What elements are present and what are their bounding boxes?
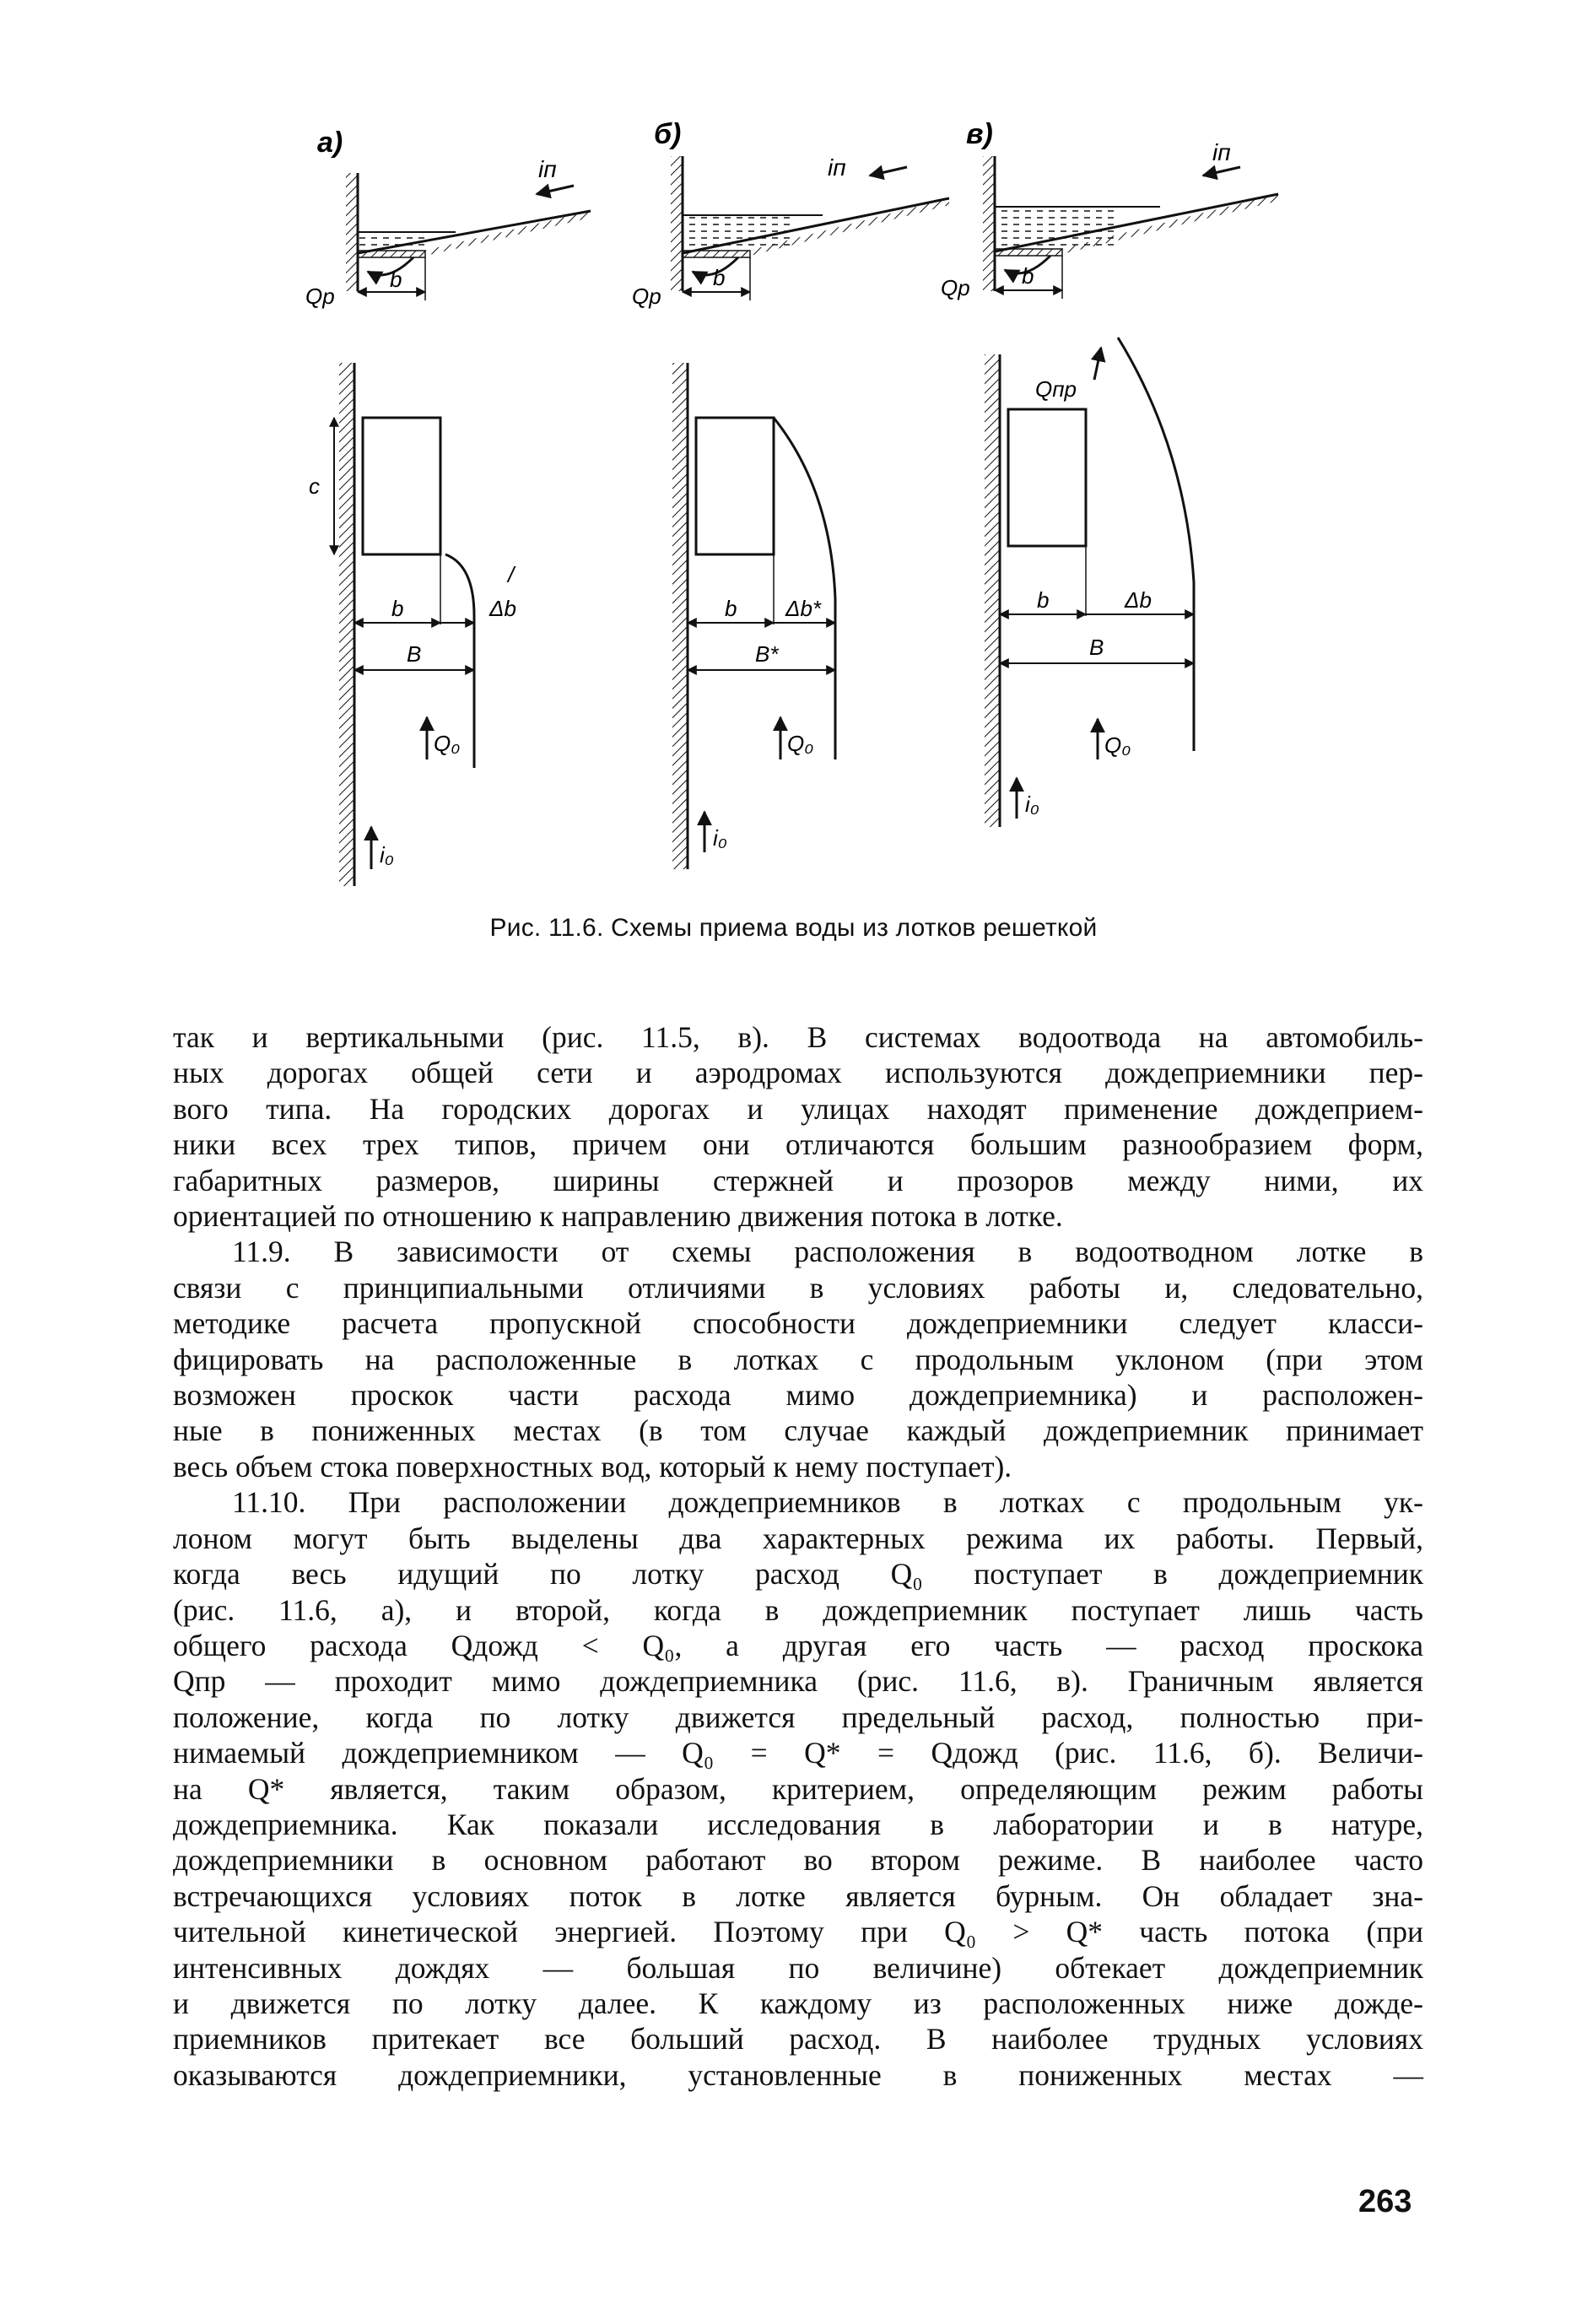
text-line: и движется по лотку далее. К каждому из расположенных ниже дожде-	[173, 1986, 1423, 2020]
panel-b-letter: б)	[654, 118, 682, 150]
page-number: 263	[1358, 2184, 1412, 2219]
panel-b-delta-label: Δb*	[785, 596, 822, 621]
text-line: на Q* является, таким образом, критерием, определяющим режим работы	[173, 1771, 1423, 1806]
text-line: дождеприемника. Как показали исследования в лаборатории и в натуре,	[173, 1807, 1423, 1841]
panel-a-flow-plan-label: Q₀	[434, 731, 461, 756]
text-line: приемников притекает все больший расход. В наиболее трудных условиях	[173, 2022, 1423, 2056]
panel-a-flow-label: Qр	[305, 284, 335, 309]
text-line: 11.9. В зависимости от схемы расположения в водоотводном лотке в	[232, 1235, 1423, 1269]
panel-b-total-label: B*	[755, 641, 779, 667]
panel-b-flow-plan-label: Q₀	[787, 731, 814, 756]
text-line: общего расхода Qдожд < Q₀, а другая его часть — расход проскока	[173, 1628, 1423, 1662]
text-line: связи с принципиальными отличиями в условиях работы и, следовательно,	[173, 1270, 1423, 1305]
panel-a-slope-plan-label: i₀	[380, 842, 394, 867]
text-line: Qпр — проходит мимо дождеприемника (рис. 11.6, в). Граничным является	[173, 1664, 1423, 1699]
panel-a-total-label: B	[407, 641, 422, 667]
figure-11-6	[287, 93, 1299, 937]
figure-caption: Рис. 11.6. Схемы приема воды из лотков решеткой	[489, 914, 1098, 942]
text-line: оказываются дождеприемники, установленные в пониженных местах —	[173, 2057, 1423, 2092]
panel-c	[941, 118, 1278, 827]
panel-c-letter: в)	[966, 118, 993, 150]
text-line: нимаемый дождеприемником — Q₀ = Q* = Qдожд (рис. 11.6, б). Величи-	[173, 1736, 1423, 1770]
body-text	[173, 1019, 1423, 2093]
panel-b-slope-label: iп	[828, 154, 846, 181]
text-line: чительной кинетической энергией. Поэтому при Q₀ > Q* часть потока (при	[173, 1915, 1423, 1949]
panel-c-slope-plan-label: i₀	[1025, 792, 1039, 817]
text-line: ники всех трех типов, причем они отличаются большим разнообразием форм,	[173, 1127, 1423, 1162]
panel-c-plan-width-label: b	[1037, 587, 1050, 613]
text-line: положение, когда по лотку движется предельный расход, полностью при-	[173, 1700, 1423, 1734]
figure-schemes	[287, 93, 1299, 903]
text-line: методике расчета пропускной способности дождеприемники следует класси-	[173, 1306, 1423, 1341]
panel-b-width-label: b	[713, 265, 726, 290]
panel-a-delta-label: Δb	[489, 596, 516, 621]
text-line: встречающихся условиях поток в лотке является бурным. Он обладает зна-	[173, 1878, 1423, 1913]
text-line: весь объем стока поверхностных вод, который к нему поступает).	[173, 1449, 1012, 1484]
text-line: (рис. 11.6, а), и второй, когда в дождеприемник поступает лишь часть	[173, 1592, 1423, 1627]
panel-a-plan-width-label: b	[391, 596, 404, 621]
text-line: когда весь идущий по лотку расход Q₀ поступает в дождеприемник	[173, 1557, 1423, 1592]
panel-b	[632, 118, 949, 869]
panel-a-tick-mark: /	[508, 562, 515, 587]
panel-b-flow-label: Qр	[632, 284, 661, 309]
panel-c-delta-label: Δb	[1125, 587, 1152, 613]
text-line: габаритных размеров, ширины стержней и прозоров между ними, их	[173, 1163, 1423, 1197]
text-line: ные в пониженных местах (в том случае каждый дождеприемник принимает	[173, 1413, 1423, 1448]
panel-a-slope-label: iп	[538, 156, 557, 182]
text-line: фицировать на расположенные в лотках с продольным уклоном (при этом	[173, 1342, 1423, 1376]
text-line: ориентацией по отношению к направлению движения потока в лотке.	[173, 1199, 1063, 1234]
text-line: возможен проскок части расхода мимо дождеприемника) и расположен-	[173, 1378, 1423, 1413]
panel-c-flow-label: Qр	[941, 275, 970, 300]
text-line: интенсивных дождях — большая по величине) обтекает дождеприемник	[173, 1950, 1423, 1985]
panel-b-slope-plan-label: i₀	[713, 825, 727, 851]
panel-a-side-label: c	[309, 473, 320, 499]
text-line: вого типа. На городских дорогах и улицах находят применение дождеприем-	[173, 1091, 1423, 1126]
text-line: 11.10. При расположении дождеприемников в лотках с продольным ук-	[232, 1485, 1423, 1520]
panel-c-width-label: b	[1022, 263, 1034, 289]
panel-c-total-label: B	[1089, 635, 1104, 660]
panel-c-slope-label: iп	[1212, 139, 1231, 165]
panel-a-letter: а)	[317, 127, 343, 159]
text-line: так и вертикальными (рис. 11.5, в). В системах водоотвода на автомобиль-	[173, 1020, 1423, 1054]
text-line: дождеприемники в основном работают во втором режиме. В наиболее часто	[173, 1843, 1423, 1878]
panel-a	[305, 127, 591, 886]
panel-b-plan-width-label: b	[725, 596, 737, 621]
text-line: лоном могут быть выделены два характерных режима их работы. Первый,	[173, 1521, 1423, 1555]
panel-c-flow-plan-label: Q₀	[1104, 732, 1131, 758]
panel-a-width-label: b	[390, 267, 402, 292]
panel-c-bypass-label: Qпр	[1035, 376, 1077, 402]
text-line: ных дорогах общей сети и аэродромах используются дождеприемники пер-	[173, 1056, 1423, 1090]
